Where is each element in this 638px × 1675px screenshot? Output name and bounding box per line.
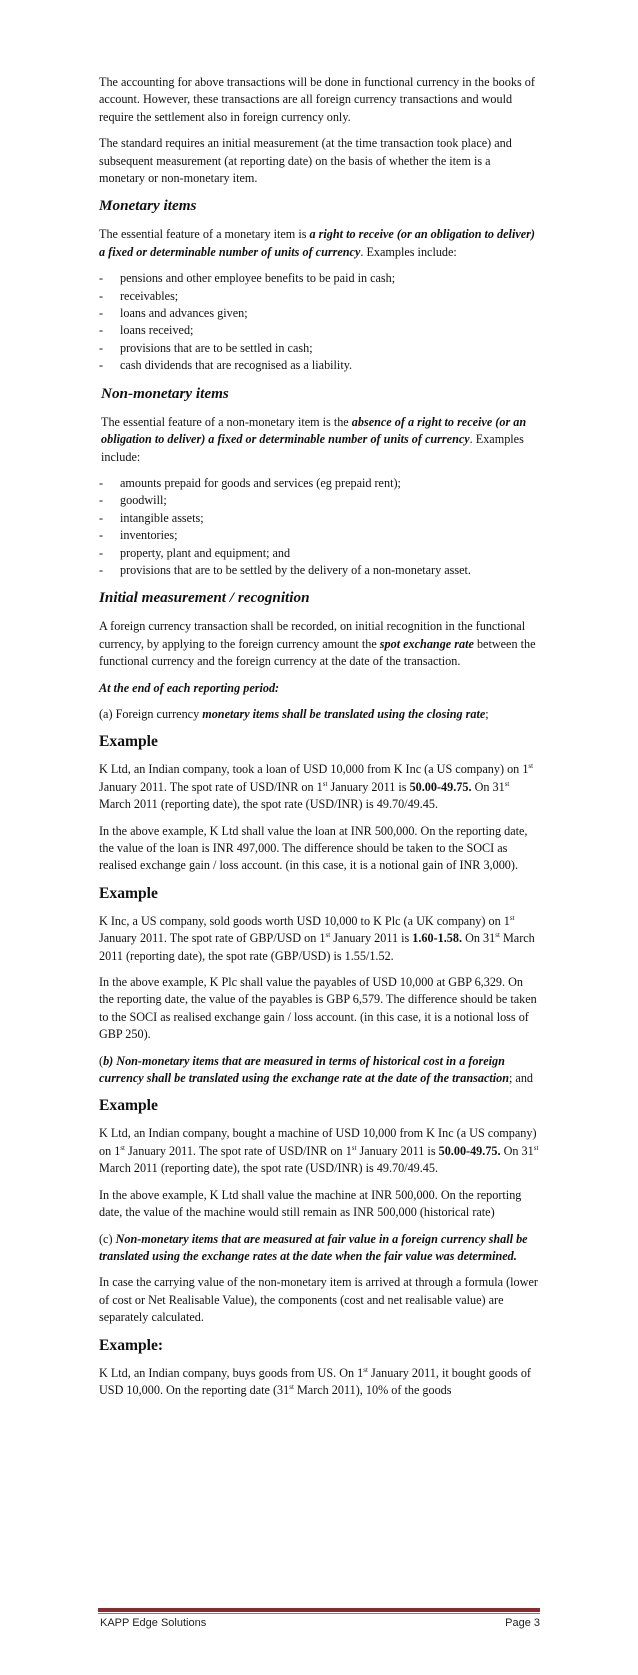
- text-run: ;: [485, 706, 489, 721]
- list-item: - inventories;: [99, 527, 539, 544]
- list-item: - pensions and other employee benefits to be paid in cash;: [99, 270, 539, 287]
- list-item: - receivables;: [99, 288, 539, 305]
- text-run: ; and: [509, 1071, 534, 1086]
- text-run: January 2011. The spot rate of GBP/USD on 1: [99, 931, 326, 946]
- emphasis-text: spot exchange rate: [379, 636, 474, 651]
- paragraph: In the above example, K Ltd shall value the machine at INR 500,000. On the reporting date, the value of the machine would still remain as INR 500,000 (historical rate): [99, 1187, 522, 1220]
- list-item: - amounts prepaid for goods and services (eg prepaid rent);: [99, 475, 539, 492]
- text-run: On 31: [462, 931, 496, 946]
- text-run: The essential feature of a monetary item is: [99, 227, 310, 242]
- text-run: January 2011 is: [330, 931, 413, 946]
- paragraph: [99, 706, 539, 723]
- list-item: - intangible assets;: [99, 510, 539, 527]
- superscript: st: [533, 1143, 539, 1152]
- section-heading-nonmonetary: Non-monetary items: [101, 384, 229, 402]
- emphasis-text: absence of a right to receive (or an obligation to deliver) a fixed or determinable number of units of currency: [101, 414, 527, 447]
- bold-rate: 1.60-1.58.: [412, 931, 463, 946]
- paragraph: [99, 414, 539, 466]
- superscript: st: [325, 931, 331, 940]
- text-run: January 2011. The spot rate of USD/INR on 1: [99, 779, 323, 794]
- text-run: K Ltd, an Indian company, bought a machine of USD 10,000 from K Inc (a US company) on 1: [99, 1126, 537, 1158]
- example-heading: Example: [99, 733, 158, 751]
- paragraph: The standard requires an initial measurement (at the time transaction took place) and subsequent measurement (at reporting date) on the basis of whether the item is a monetary or non-monetary item.: [99, 136, 512, 186]
- page-number: Page 3: [505, 1617, 540, 1629]
- example-heading: Example: [99, 1097, 158, 1115]
- footer-divider: [98, 1608, 540, 1612]
- list-item: - provisions that are to be settled in cash;: [99, 340, 539, 357]
- text-run: . Examples include:: [360, 244, 457, 259]
- text-run: March 2011), 10% of the goods: [293, 1382, 452, 1397]
- footer-divider-thin: [98, 1613, 540, 1614]
- paragraph: [99, 226, 539, 261]
- text-run: A foreign currency transaction shall be recorded, on initial recognition in the functional currency, by applying to the foreign currency amount the: [99, 619, 526, 651]
- text-run: On 31: [500, 1143, 534, 1158]
- monetary-examples-list: [99, 270, 539, 374]
- subheading-end-of-period: At the end of each reporting period:: [99, 680, 280, 695]
- bold-rate: 50.00-49.75.: [438, 1143, 501, 1158]
- paragraph: [99, 913, 539, 965]
- superscript: st: [509, 913, 515, 922]
- list-item: - loans received;: [99, 322, 539, 339]
- text-run: K Inc, a US company, sold goods worth USD 10,000 to K Plc (a UK company) on 1: [99, 913, 510, 928]
- superscript: st: [363, 1365, 368, 1374]
- bold-rate: 50.00-49.75.: [409, 779, 472, 794]
- superscript: st: [289, 1382, 294, 1391]
- footer-company: KAPP Edge Solutions: [100, 1617, 207, 1629]
- paragraph: In the above example, K Ltd shall value the loan at INR 500,000. On the reporting date, the value of the loan is INR 497,000. The difference should be taken to the SOCI as realised exchange gain / loss account. (in this case, it is a notional gain of INR 3,000).: [99, 823, 528, 873]
- superscript: st: [120, 1143, 125, 1152]
- example-heading: Example: [99, 884, 158, 902]
- list-item: - property, plant and equipment; and: [99, 545, 539, 562]
- paragraph: [99, 1125, 539, 1177]
- emphasis-text: Non-monetary items that are measured at fair value in a foreign currency shall be translated using the exchange rates at the date when the fair value was determined.: [99, 1231, 528, 1263]
- text-run: March 2011 (reporting date), the spot rate (GBP/USD) is 1.55/1.52.: [99, 931, 535, 963]
- text-run: K Ltd, an Indian company, buys goods from US. On 1: [99, 1365, 364, 1380]
- emphasis-text: b) Non-monetary items that are measured in terms of historical cost in a foreign currency shall be translated using the exchange rate at the date of the transaction: [99, 1053, 509, 1086]
- paragraph: [99, 1365, 539, 1400]
- superscript: st: [322, 779, 328, 788]
- paragraph: In the above example, K Plc shall value the payables of USD 10,000 at GBP 6,329. On the reporting date, the value of the payables is GBP 6,579. The difference should be taken to the SOCI as realised exchange gain / loss account. (in this case, it is a notional loss of GBP 250).: [99, 975, 537, 1042]
- paragraph: [99, 1231, 539, 1266]
- nonmonetary-examples-list: [99, 475, 539, 579]
- paragraph: [99, 618, 539, 670]
- text-run: K Ltd, an Indian company, took a loan of USD 10,000 from K Inc (a US company) on 1: [99, 762, 529, 777]
- section-heading-monetary: Monetary items: [99, 197, 197, 215]
- example-heading: Example:: [99, 1336, 164, 1354]
- superscript: st: [528, 762, 534, 771]
- text-run: March 2011 (reporting date), the spot rate (USD/INR) is 49.70/49.45.: [99, 797, 439, 812]
- text-run: January 2011, it bought goods of USD 10,000. On the reporting date (31: [99, 1365, 531, 1397]
- superscript: st: [504, 779, 510, 788]
- paragraph: In case the carrying value of the non-monetary item is arrived at through a formula (lower of cost or Net Realisable Value), the components (cost and net realisable value) are separately calculated.: [99, 1275, 538, 1325]
- superscript: st: [495, 931, 500, 940]
- text-run: January 2011. The spot rate of USD/INR on 1: [125, 1143, 352, 1158]
- text-run: (c): [99, 1231, 116, 1246]
- text-run: (: [99, 1053, 104, 1068]
- page-body: [99, 74, 539, 1408]
- text-run: (a) Foreign currency: [99, 706, 203, 721]
- emphasis-text: a right to receive (or an obligation to deliver) a fixed or determinable number of units of currency: [99, 227, 535, 259]
- list-item: - loans and advances given;: [99, 305, 539, 322]
- list-item: - provisions that are to be settled by the delivery of a non-monetary asset.: [99, 562, 539, 579]
- superscript: st: [351, 1143, 357, 1152]
- text-run: . Examples include:: [101, 432, 524, 464]
- section-heading-initial-measurement: Initial measurement / recognition: [99, 589, 310, 607]
- paragraph: The accounting for above transactions will be done in functional currency in the books of account. However, these transactions are all foreign currency transactions and would require the settlement also in foreign currency only.: [99, 75, 535, 124]
- text-run: January 2011 is: [356, 1143, 439, 1158]
- list-item: - cash dividends that are recognised as a liability.: [99, 357, 539, 374]
- text-run: January 2011 is: [327, 779, 410, 794]
- text-run: between the functional currency and the foreign currency at the date of the transaction.: [99, 636, 536, 669]
- paragraph: [99, 761, 539, 813]
- list-item: - goodwill;: [99, 492, 539, 509]
- text-run: On 31: [471, 779, 505, 794]
- paragraph: [99, 1053, 539, 1088]
- text-run: March 2011 (reporting date), the spot rate (USD/INR) is 49.70/49.45.: [99, 1161, 439, 1176]
- emphasis-text: monetary items shall be translated using the closing rate: [202, 706, 486, 721]
- text-run: The essential feature of a non-monetary item is the: [101, 414, 352, 429]
